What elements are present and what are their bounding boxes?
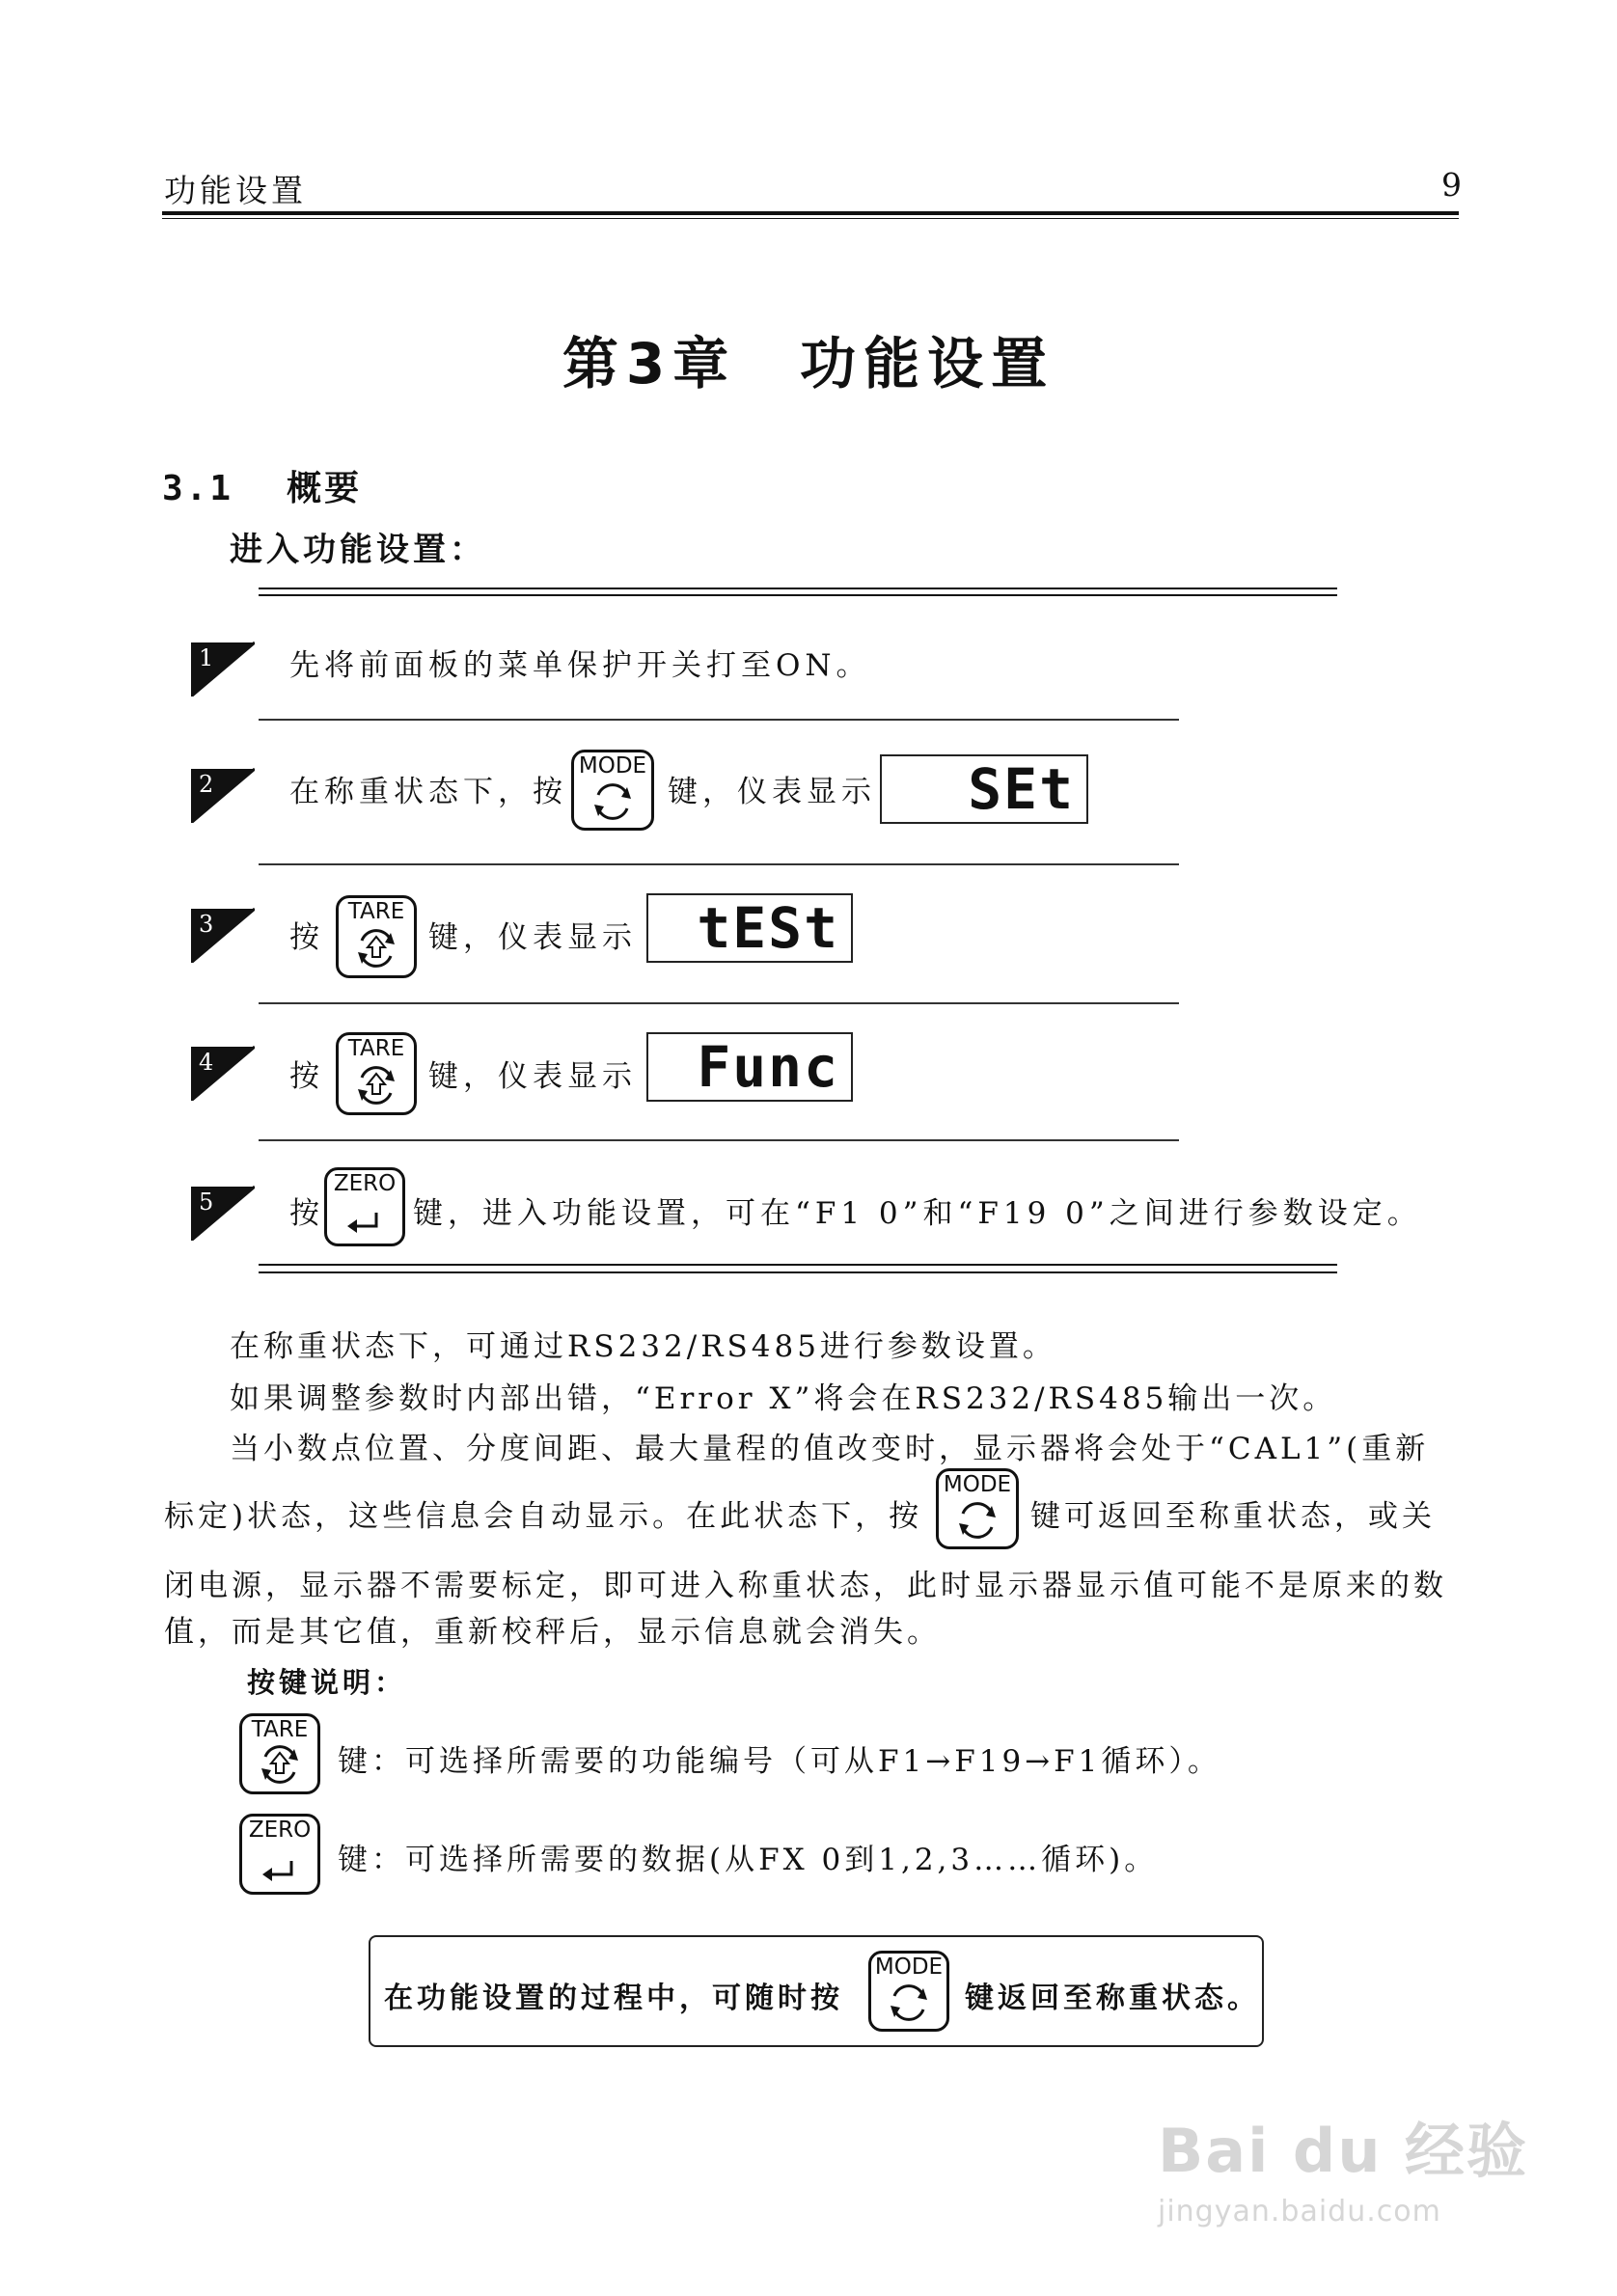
header-rule-thick <box>162 211 1459 215</box>
paragraph-cal-line3: 闭电源，显示器不需要标定，即可进入称重状态，此时显示器显示值可能不是原来的数 <box>164 1569 1447 1603</box>
key-label: ZERO <box>333 1171 397 1196</box>
paragraph-cal-line1: 当小数点位置、分度间距、最大量程的值改变时，显示器将会处于“CAL1”(重新 <box>230 1432 1430 1466</box>
procedure-rule-bottom <box>259 1264 1337 1273</box>
key-label: MODE <box>874 1954 944 1980</box>
step-text-before: 按 <box>289 920 324 955</box>
step-marker <box>191 757 255 823</box>
step-text-after: 键，仪表显示 <box>428 920 637 955</box>
lcd-text: Func <box>697 1034 839 1100</box>
step-marker <box>191 1175 255 1241</box>
key-label: TARE <box>347 899 405 924</box>
enter-arrow-icon <box>345 1209 384 1238</box>
running-header-title: 功能设置 <box>164 172 307 209</box>
baidu-watermark <box>1158 2103 1528 2228</box>
tare-key <box>336 1032 417 1115</box>
step-text-after: 键，仪表显示 <box>668 775 876 809</box>
section-heading <box>162 461 362 510</box>
step-separator <box>259 863 1179 865</box>
step-separator <box>259 1002 1179 1004</box>
key-label: MODE <box>943 1472 1012 1497</box>
step-text-before: 在称重状态下，按 <box>289 775 567 809</box>
step-text-before: 按 <box>289 1196 324 1231</box>
lcd-text: tESt <box>697 895 839 961</box>
section-title: 概要 <box>287 469 363 508</box>
step-number: 3 <box>199 911 214 938</box>
paragraph-error: 如果调整参数时内部出错，“Error X”将会在RS232/RS485输出一次。 <box>230 1381 1337 1416</box>
watermark-brand: Bai du 经验 <box>1158 2116 1529 2186</box>
lcd-display <box>880 754 1088 824</box>
tare-up-arrow-icon <box>354 1064 398 1107</box>
step-number: 5 <box>199 1189 214 1216</box>
step-text: 先将前面板的菜单保护开关打至ON。 <box>289 648 871 683</box>
key-label: MODE <box>578 753 647 779</box>
keys-section-title: 按键说明： <box>247 1666 407 1699</box>
tare-key <box>336 895 417 978</box>
step-separator <box>259 719 1179 721</box>
step-number: 4 <box>199 1049 214 1076</box>
section-number: 3.1 <box>162 469 234 508</box>
mode-key <box>868 1951 949 2032</box>
cycle-arrows-icon <box>590 781 635 822</box>
step-text-after: 键，进入功能设置，可在“F1 0”和“F19 0”之间进行参数设定。 <box>413 1196 1422 1231</box>
key-label: TARE <box>251 1717 309 1742</box>
note-text-before: 在功能设置的过程中，可随时按 <box>384 1982 843 2015</box>
tare-up-arrow-icon <box>354 927 398 970</box>
tare-key <box>239 1713 320 1794</box>
step-text-after: 键，仪表显示 <box>428 1059 637 1094</box>
step-text-before: 按 <box>289 1059 324 1094</box>
step-number: 1 <box>199 644 214 671</box>
step-marker <box>191 897 255 963</box>
paragraph-cal-line4: 值，而是其它值，重新校秤后，显示信息就会消失。 <box>164 1615 941 1650</box>
enter-heading: 进入功能设置： <box>230 531 486 569</box>
page-number: 9 <box>1441 166 1462 204</box>
procedure-rule-top <box>259 588 1337 596</box>
chapter-title: 第3章 功能设置 <box>562 331 1055 396</box>
paragraph-cal-line2-before: 标定)状态，这些信息会自动显示。在此状态下，按 <box>164 1499 923 1534</box>
zero-key-description: 键：可选择所需要的数据(从FX 0到1,2,3……循环)。 <box>338 1843 1159 1877</box>
lcd-display <box>646 1032 853 1102</box>
lcd-text: SEt <box>968 756 1075 822</box>
zero-key <box>239 1814 320 1895</box>
tare-key-description: 键：可选择所需要的功能编号（可从F1→F19→F1循环）。 <box>338 1744 1221 1779</box>
step-number: 2 <box>199 771 214 798</box>
step-marker <box>191 631 255 697</box>
mode-key <box>571 750 654 831</box>
paragraph-cal-line2-after: 键可返回至称重状态，或关 <box>1030 1499 1436 1534</box>
tare-up-arrow-icon <box>258 1743 302 1786</box>
mode-key <box>936 1468 1019 1549</box>
key-label: ZERO <box>248 1818 312 1843</box>
enter-arrow-icon <box>260 1857 299 1886</box>
step-separator <box>259 1139 1179 1141</box>
lcd-display <box>646 893 853 963</box>
key-label: TARE <box>347 1036 405 1061</box>
zero-key <box>324 1167 405 1246</box>
watermark-url: jingyan.baidu.com <box>1158 2195 1441 2228</box>
note-text-after: 键返回至称重状态。 <box>965 1982 1260 2015</box>
header-rule-thin <box>162 218 1459 219</box>
step-marker <box>191 1035 255 1101</box>
cycle-arrows-icon <box>887 1982 931 2023</box>
paragraph-rs-settings: 在称重状态下，可通过RS232/RS485进行参数设置。 <box>230 1329 1056 1364</box>
cycle-arrows-icon <box>955 1500 1000 1541</box>
